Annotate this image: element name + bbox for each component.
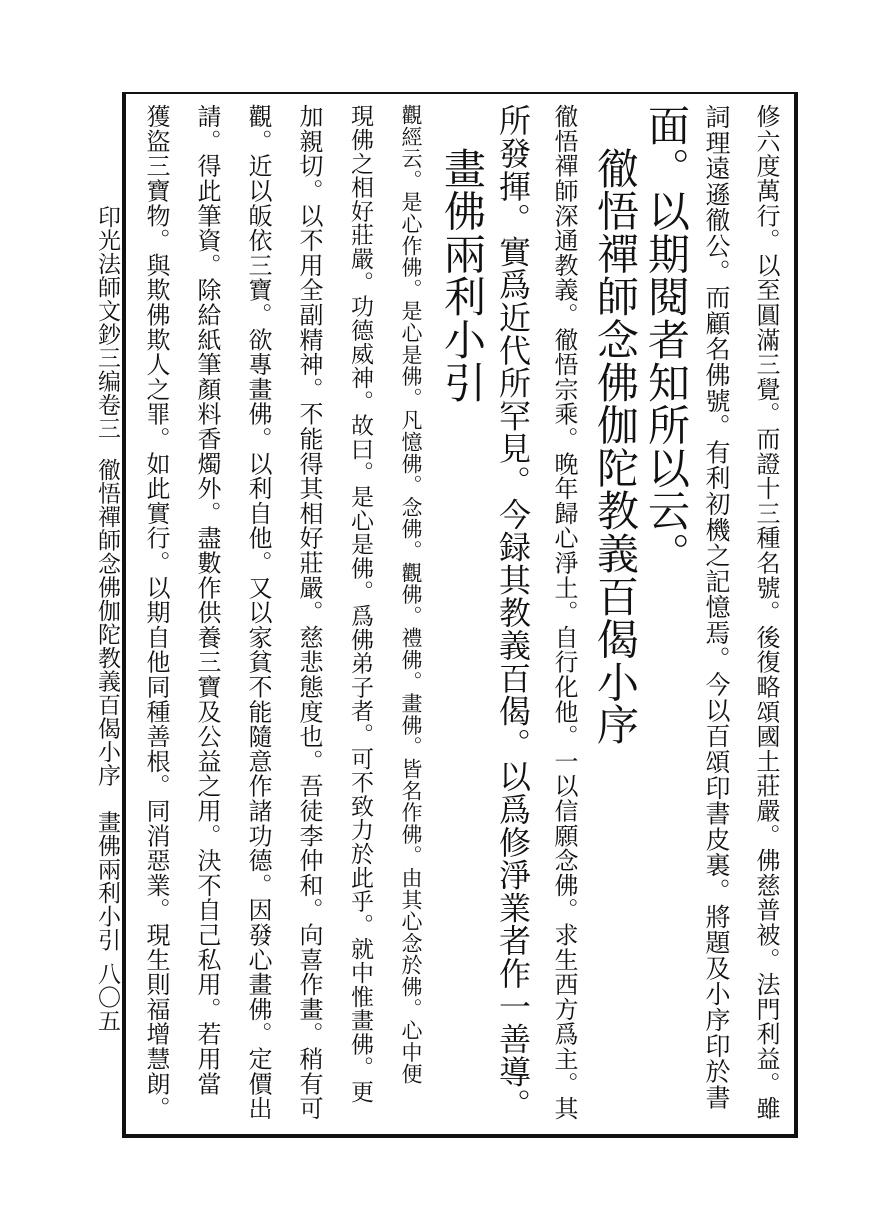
text-column-11: 觀。近以皈依三寶。欲專畫佛。以利自他。又以家貧不能隨意作諸功德。因發心畫佛。定價出: [244, 104, 272, 1121]
text-column-3: 面。以期閱者知所以云。: [642, 104, 691, 575]
text-column-2: 詞理遠遜徹公。而顧名佛號。有利初機之記憶焉。今以百頌印書皮裏。將題及小序印於書: [702, 104, 731, 1111]
text-column-13: 獲盜三寶物。與欺佛欺人之罪。如此實行。以期自他同種善根。同消惡業。現生則福增慧朗。: [142, 104, 170, 1121]
book-title: 印光法師文鈔三编卷三: [94, 205, 120, 440]
text-column-9: 現佛之相好莊嚴。功德威神。故曰。是心是佛。爲佛弟子者。可不致力於此乎。就中惟畫佛。更: [347, 104, 373, 1104]
section-heading-preface: 徹悟禪師念佛伽陀教義百偈小序: [591, 104, 640, 746]
margin-rule: [124, 94, 126, 1134]
section-heading-intro: 畫佛兩利小引: [438, 104, 487, 404]
text-column-12: 請。得此筆資。除給紙筆顏料香燭外。盡數作供養三寶及公益之用。決不自己私用。若用當: [193, 104, 221, 1096]
page-number: 八〇五: [94, 962, 120, 1033]
text-column-1: 修六度萬行。以至圓滿三覺。而證十三種名號。後復略頌國土莊嚴。佛慈普被。法門利益。雖: [752, 104, 780, 1121]
text-column-6: 所發揮。實爲近代所罕見。今録其教義百偈。以爲修淨業者作一善導。: [494, 104, 532, 1121]
text-column-8: 觀經云。是心作佛。是心是佛。凡憶佛。念佛。觀佛。禮佛。畫佛。皆名作佛。由其心念於佛。心中便: [399, 104, 423, 1085]
text-column-5: 徹悟禪師深通教義。徹悟宗乘。晚年歸心淨土。自行化他。一以信願念佛。求生西方爲主。其: [550, 104, 578, 1121]
section-titles: 徹悟禪師念佛伽陀教義百偈小序 畫佛兩利小引: [94, 458, 120, 952]
text-column-10: 加親切。以不用全副精神。不能得其相好莊嚴。慈悲態度也。吾徒李仲和。向喜作畫。稍有可: [295, 104, 323, 1121]
